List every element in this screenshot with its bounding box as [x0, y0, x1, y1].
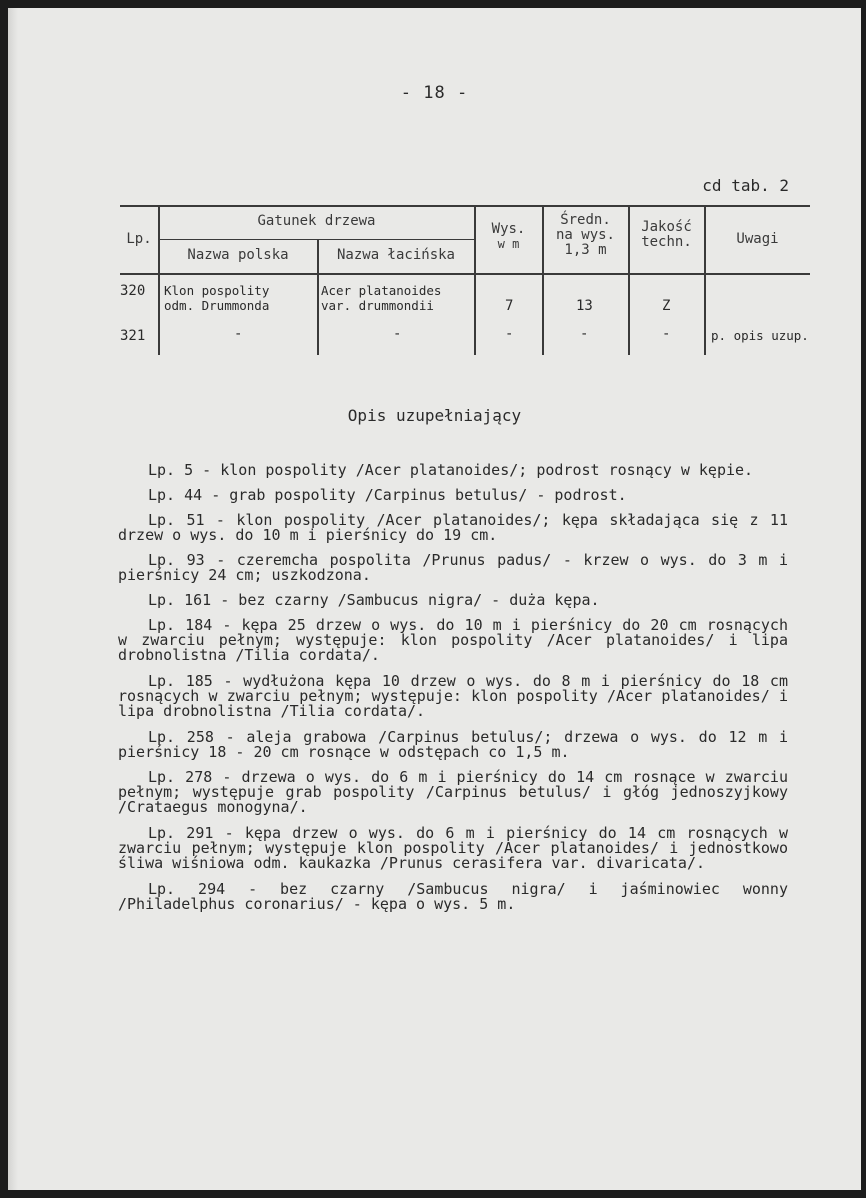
table-subheader-rule	[158, 239, 474, 240]
supplementary-description-list	[118, 463, 788, 922]
row-321-polish-name: -	[234, 326, 243, 342]
entry-lp-51: Lp. 51 - klon pospolity /Acer platanoides/; kępa składająca się z 11 drzew o wys. do 10 m i pierśnicy do 19 cm.	[118, 511, 788, 544]
row-321-notes: p. opis uzup.	[711, 328, 809, 343]
header-height	[475, 222, 542, 252]
table-header-bottom-rule	[120, 273, 810, 275]
row-321-diameter: -	[580, 326, 589, 342]
species-table	[8, 8, 861, 368]
entry-lp-93: Lp. 93 - czeremcha pospolita /Prunus padus/ - krzew o wys. do 3 m i pierśnicy 24 cm; uszkodzona.	[118, 551, 788, 584]
row-321-lp: 321	[120, 328, 146, 344]
entry-lp-294: Lp. 294 - bez czarny /Sambucus nigra/ i jaśminowiec wonny /Philadelphus coronarius/ - kępa o wys. 5 m.	[118, 880, 788, 913]
entry-lp-291: Lp. 291 - kępa drzew o wys. do 6 m i pierśnicy do 14 cm rosnących w zwarciu pełnym; występuje klon pospolity /Acer platanoides/ i jednostkowo śliwa wiśniowa odm. kaukazka /Prunus cerasifera var. divaricata/.	[118, 824, 788, 872]
entry-lp-44: Lp. 44 - grab pospolity /Carpinus betulus/ - podrost.	[148, 486, 627, 504]
entry-lp-278: Lp. 278 - drzewa o wys. do 6 m i pierśnicy do 14 cm rosnące w zwarciu pełnym; występuje grab pospolity /Carpinus betulus/ i głóg jednoszyjkowy /Crataegus monogyna/.	[118, 768, 788, 816]
header-height-line-2: w m	[497, 237, 520, 251]
row-320-quality: Z	[662, 298, 671, 314]
header-diameter-line-2: na wys.	[555, 227, 615, 243]
header-polish-name: Nazwa polska	[187, 247, 289, 263]
header-quality	[629, 220, 704, 250]
entry-lp-161: Lp. 161 - bez czarny /Sambucus nigra/ - duża kępa.	[148, 591, 600, 609]
table-top-rule	[120, 205, 810, 207]
header-lp: Lp.	[126, 231, 152, 247]
entry-lp-5: Lp. 5 - klon pospolity /Acer platanoides/; podrost rosnący w kępie.	[148, 461, 754, 479]
row-320-polish-name-2: odm. Drummonda	[164, 298, 270, 313]
document-page	[8, 8, 861, 1190]
row-321-height: -	[505, 326, 514, 342]
row-320-lp: 320	[120, 283, 146, 299]
row-320-latin-name-2: var. drummondii	[321, 298, 434, 313]
header-notes: Uwagi	[736, 231, 779, 247]
entry-lp-184: Lp. 184 - kępa 25 drzew o wys. do 10 m i pierśnicy do 20 cm rosnących w zwarciu pełnym; występuje: klon pospolity /Acer platanoides/ i lipa drobnolistna /Tilia cordata/.	[118, 616, 788, 664]
header-height-line-1: Wys.	[491, 221, 526, 237]
page-number: - 18 -	[400, 83, 469, 103]
header-diameter-line-1: Średn.	[560, 212, 611, 228]
row-321-quality: -	[662, 326, 671, 342]
table-col-rule-6	[704, 205, 706, 355]
section-title: Opis uzupełniający	[347, 406, 522, 425]
header-diameter-line-3: 1,3 m	[564, 242, 607, 258]
row-320-polish-name-1: Klon pospolity	[164, 283, 270, 298]
table-reference: cd tab. 2	[702, 176, 789, 195]
row-320-diameter: 13	[576, 298, 593, 314]
header-species: Gatunek drzewa	[257, 213, 376, 229]
header-quality-line-2: techn.	[641, 234, 692, 250]
row-320-height: 7	[505, 298, 514, 314]
row-321-latin-name: -	[393, 326, 402, 342]
header-latin-name: Nazwa łacińska	[336, 247, 455, 263]
header-diameter	[543, 213, 628, 258]
entry-lp-185: Lp. 185 - wydłużona kępa 10 drzew o wys. do 8 m i pierśnicy do 18 cm rosnących w zwarciu pełnym; występuje: klon pospolity /Acer platanoides/ i lipa drobnolistna /Tilia cordata/.	[118, 672, 788, 720]
header-quality-line-1: Jakość	[641, 219, 692, 235]
row-320-latin-name-1: Acer platanoides	[321, 283, 442, 298]
entry-lp-258: Lp. 258 - aleja grabowa /Carpinus betulus/; drzewa o wys. do 12 m i pierśnicy 18 - 20 cm rosnące w odstępach co 1,5 m.	[118, 728, 788, 761]
